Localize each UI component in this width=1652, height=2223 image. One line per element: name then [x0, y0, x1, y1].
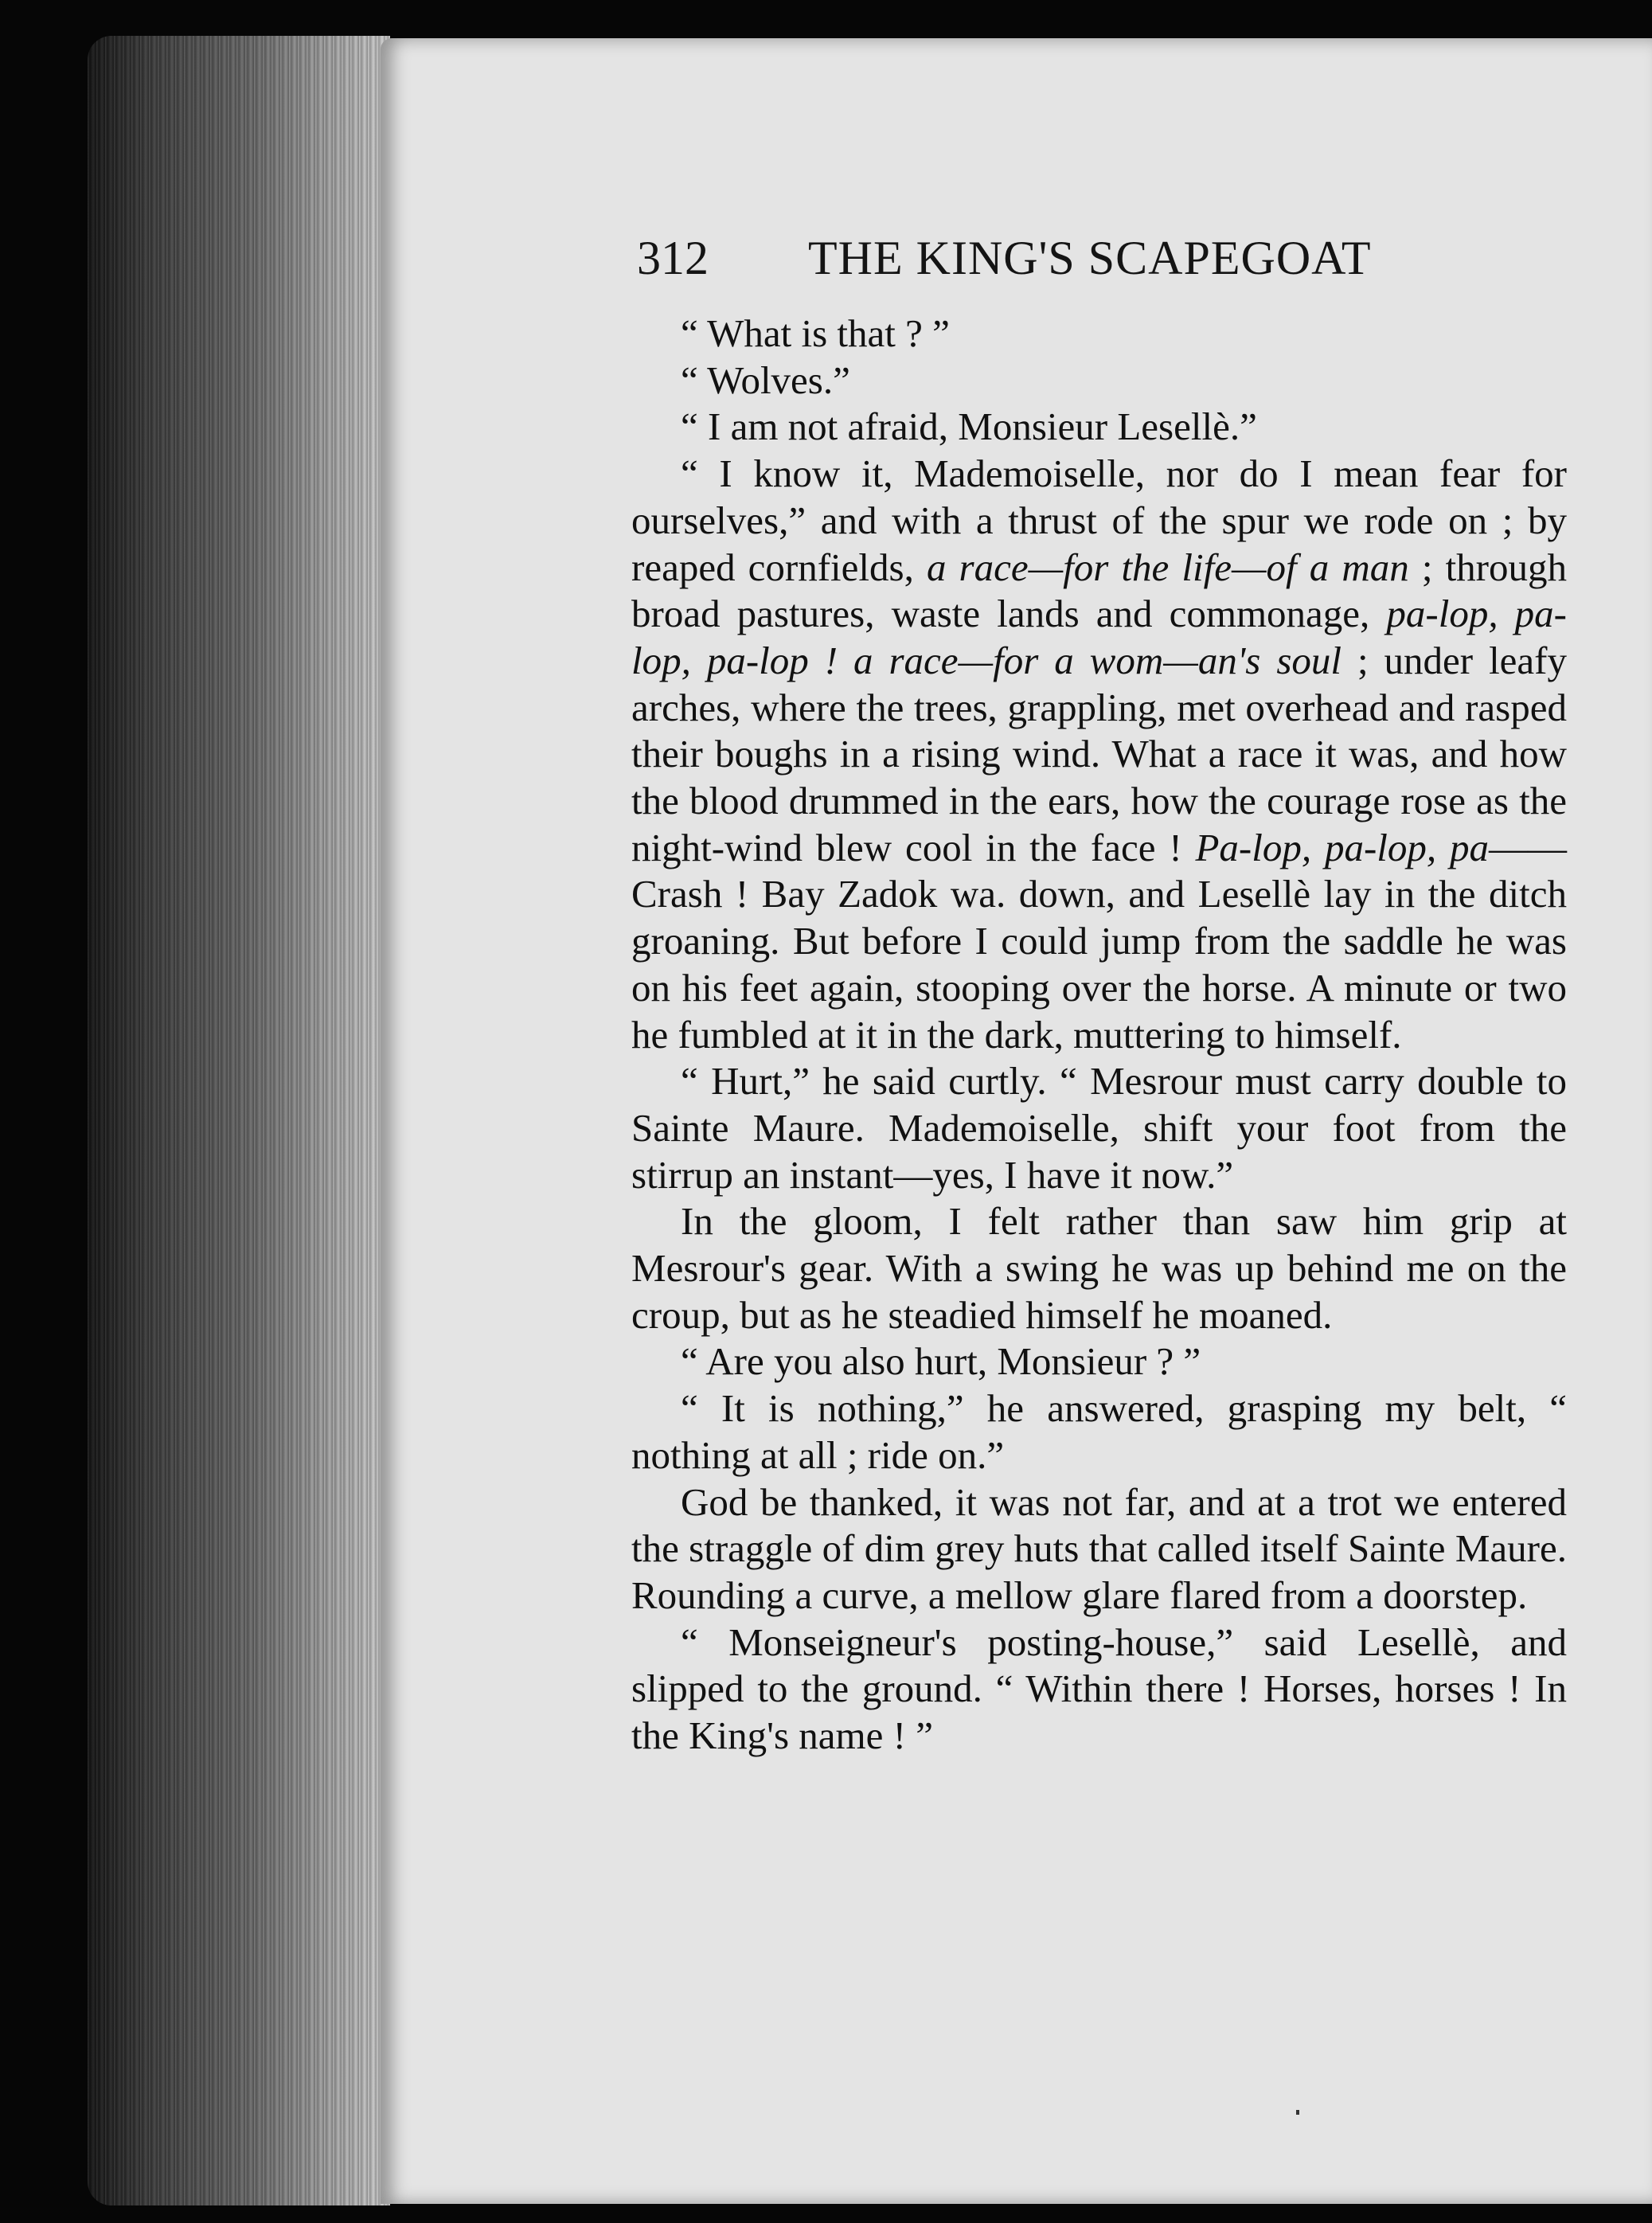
text-segment: “ I know it, Mademoiselle, nor do I mean fear for ourselves,” and with a thrust of the spur we rode on ; by reaped cornfields, [631, 451, 1567, 589]
text-segment: ; through broad pastures, waste lands and commonage, [631, 545, 1568, 636]
text-segment: God be thanked, it was not far, and at a trot we entered the straggle of dim grey huts that called itself Sainte Maure. Rounding a curve, a mellow glare flared from a doorstep. [631, 1479, 1567, 1617]
ink-speck [1296, 2110, 1299, 2115]
text-segment: ; under leafy arches, where the trees, grappling, met overhead and rasped their boughs in a rising wind. What a race it was, and how the blood drummed in the ears, how the courage rose as the night-wind blew cool in the face ! [631, 638, 1567, 869]
text-segment: “ Are you also hurt, Monsieur ? ” [681, 1339, 1201, 1384]
text-segment: ——Crash ! Bay Zadok wa. down, and Lesellè lay in the ditch groaning. But before I could jump from the saddle he was on his feet again, stooping over the horse. A minute or two he fumbled at it in the dark, muttering to himself. [631, 825, 1568, 1057]
text-segment: In the gloom, I felt rather than saw him grip at Mesrour's gear. With a swing he was up behind me on the croup, but as he steadied himself he moaned. [631, 1199, 1567, 1337]
paragraph [631, 1479, 1567, 1619]
text-segment: “ Monseigneur's posting-house,” said Lesellè, and slipped to the ground. “ Within there ! Horses, horses ! In the King's name ! ” [631, 1619, 1567, 1758]
paragraph [631, 1385, 1567, 1479]
page-number: 312 [637, 232, 709, 284]
paragraph [631, 1198, 1567, 1338]
paragraph [631, 357, 1567, 404]
running-title: THE KING'S SCAPEGOAT [808, 232, 1372, 284]
paragraph [631, 1619, 1567, 1760]
paragraph [631, 451, 1567, 1058]
body-text [631, 311, 1567, 1760]
text-segment: “ I am not afraid, Monsieur Lesellè.” [681, 404, 1257, 449]
text-segment: “ It is nothing,” he answered, grasping my belt, “ nothing at all ; ride on.” [631, 1386, 1567, 1477]
text-segment: “ What is that ? ” [681, 311, 950, 355]
paragraph [631, 404, 1567, 451]
running-header [637, 231, 1433, 286]
italic-text-segment: a race—for the life—of a man [926, 545, 1409, 589]
page-edges [88, 36, 390, 2205]
paragraph [631, 311, 1567, 357]
text-segment: “ Wolves.” [681, 357, 850, 402]
paragraph [631, 1338, 1567, 1385]
italic-text-segment: pa-lop, pa-lop, pa-lop ! a race—for a wom—an's soul [631, 592, 1567, 682]
text-segment: “ Hurt,” he said curtly. “ Mesrour must carry double to Sainte Maure. Mademoiselle, shift your foot from the stirrup an instant—yes, I have it now.” [631, 1059, 1567, 1197]
italic-text-segment: Pa-lop, pa-lop, pa [1195, 825, 1490, 869]
paragraph [631, 1058, 1567, 1198]
